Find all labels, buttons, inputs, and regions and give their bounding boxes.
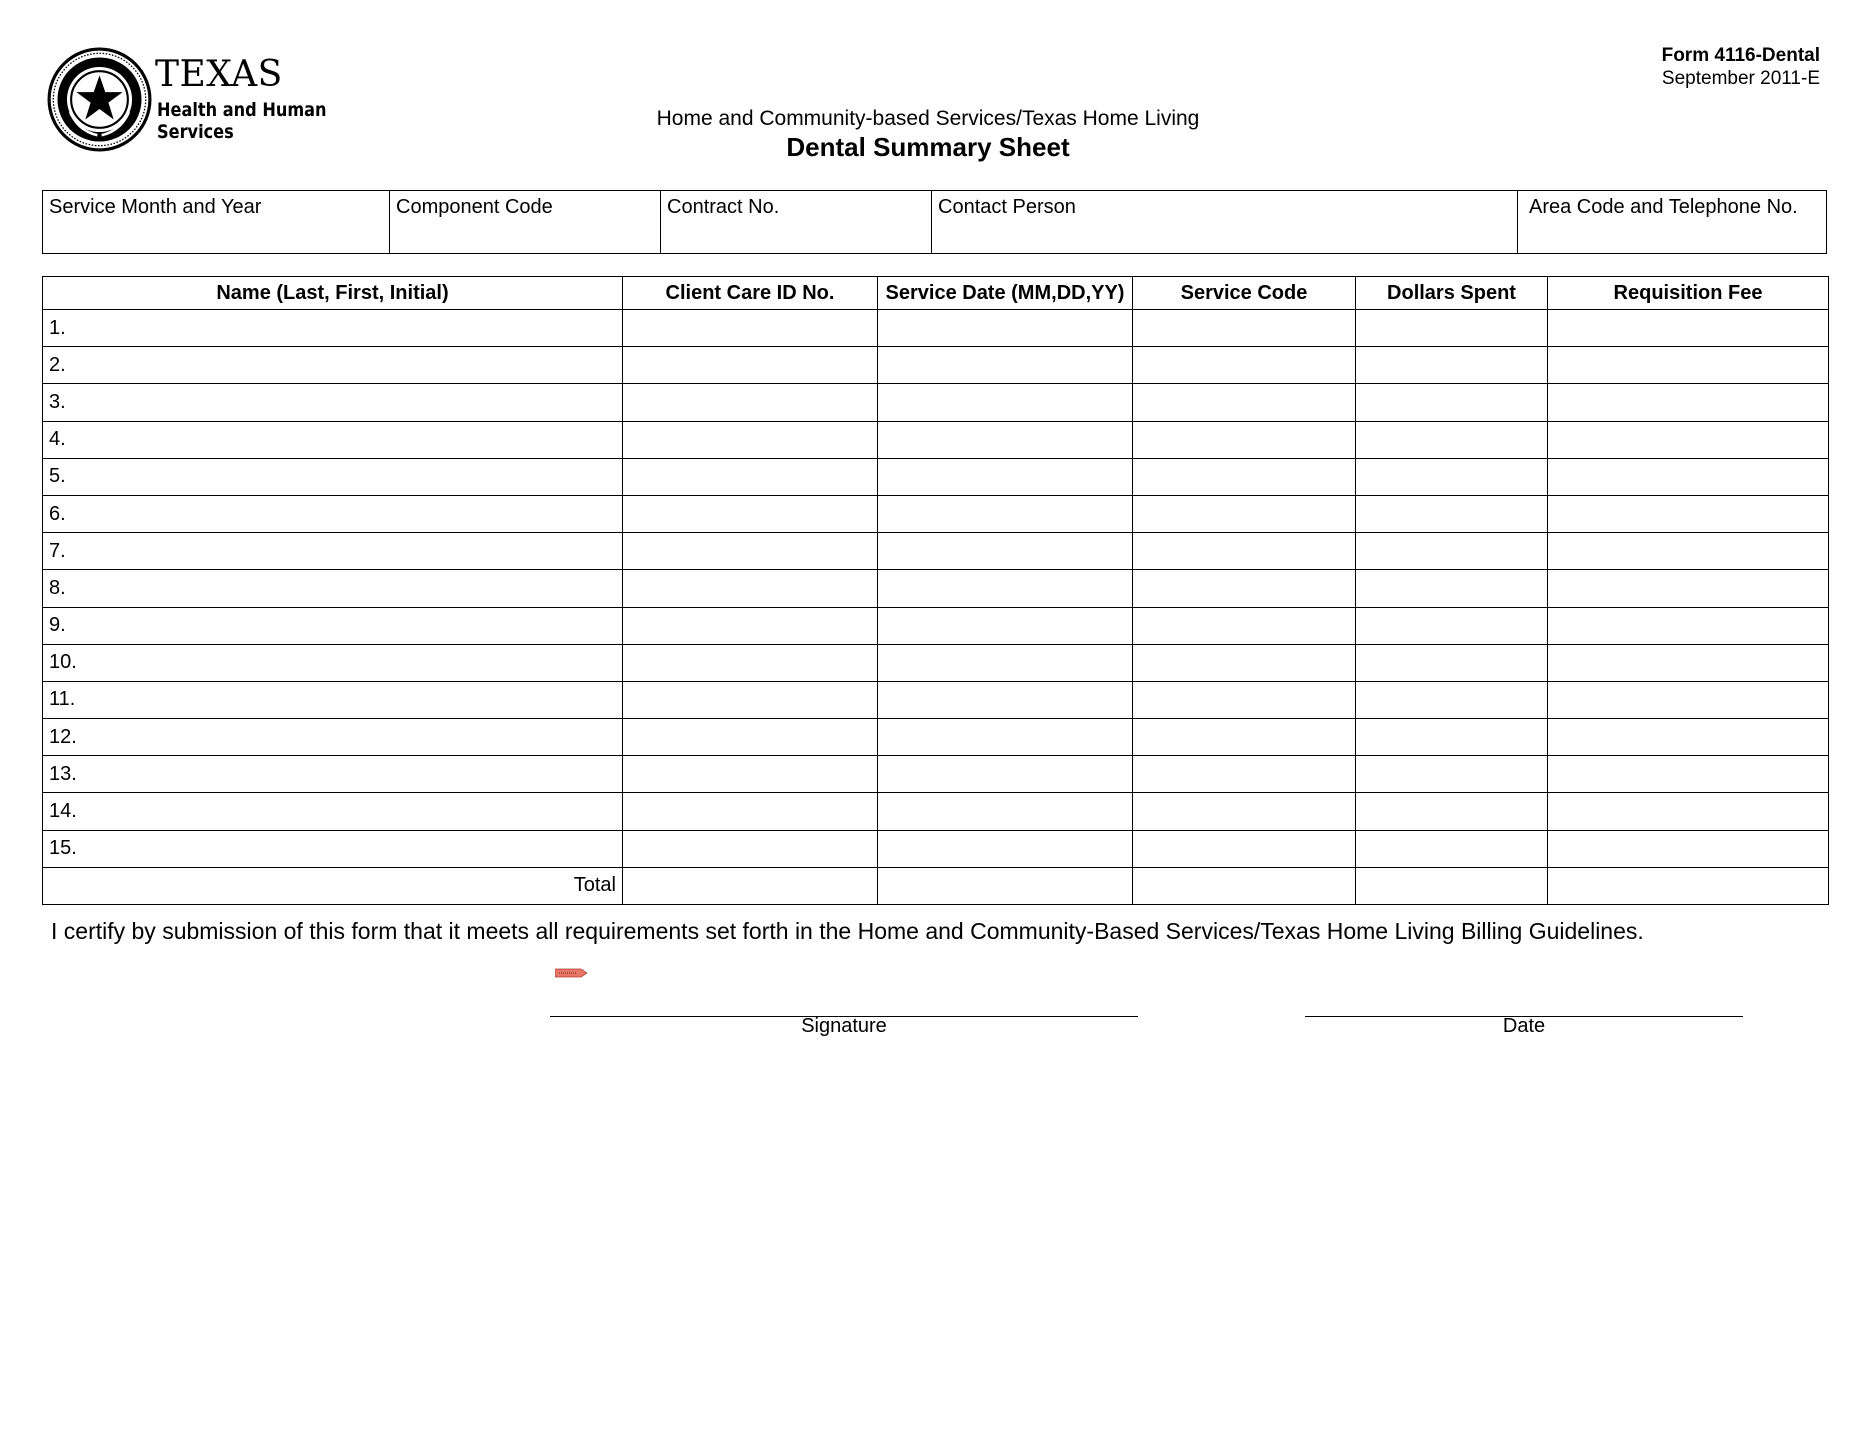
name-cell[interactable] [43,421,623,458]
telephone-field[interactable] [1518,191,1826,253]
requisition-fee-cell[interactable] [1548,347,1829,384]
table-row [43,644,1829,681]
service-date-cell[interactable] [878,607,1133,644]
name-cell[interactable] [43,830,623,867]
client-id-cell[interactable] [623,347,878,384]
row-number: 4. [49,428,66,451]
client-id-cell[interactable] [623,384,878,421]
signature-label: Signature [801,1015,887,1037]
field-label: Area Code and Telephone No. [1529,196,1798,218]
requisition-fee-cell[interactable] [1548,570,1829,607]
client-id-cell[interactable] [623,458,878,495]
service-date-cell[interactable] [878,793,1133,830]
total-dollars-spent-cell[interactable] [1356,867,1548,904]
dollars-spent-cell[interactable] [1356,458,1548,495]
field-label: Component Code [396,196,553,218]
name-cell[interactable] [43,533,623,570]
name-cell[interactable] [43,310,623,347]
row-number: 3. [49,390,66,413]
requisition-fee-cell[interactable] [1548,310,1829,347]
dollars-spent-cell[interactable] [1356,719,1548,756]
service-date-cell[interactable] [878,644,1133,681]
name-cell[interactable] [43,347,623,384]
row-number: 14. [49,800,77,823]
dollars-spent-cell[interactable] [1356,384,1548,421]
service-date-cell[interactable] [878,384,1133,421]
field-label: Contact Person [938,196,1076,218]
program-name: Home and Community-based Services/Texas Home Living [656,107,1200,130]
table-row [43,347,1829,384]
table-row [43,384,1829,421]
name-cell[interactable] [43,384,623,421]
column-header-service-code: Service Code [1133,277,1356,310]
name-cell[interactable] [43,793,623,830]
table-row [43,681,1829,718]
client-id-cell[interactable] [623,533,878,570]
name-cell[interactable] [43,570,623,607]
table-body [43,310,1829,905]
certification-statement: I certify by submission of this form that it meets all requirements set forth in the Home and Community-Based Services/Texas Home Living Billing Guidelines. [51,918,1644,944]
client-id-cell[interactable] [623,719,878,756]
header-info-fields [42,190,1827,254]
logo-wordmark: TEXAS [155,54,283,95]
field-label: Service Month and Year [49,196,262,218]
service-code-cell[interactable] [1133,458,1356,495]
service-date-cell[interactable] [878,533,1133,570]
service-code-cell[interactable] [1133,384,1356,421]
column-header-client-id: Client Care ID No. [623,277,878,310]
name-cell[interactable] [43,719,623,756]
table-row [43,719,1829,756]
requisition-fee-cell[interactable] [1548,681,1829,718]
requisition-fee-cell[interactable] [1548,644,1829,681]
client-id-cell[interactable] [623,830,878,867]
service-date-cell[interactable] [878,681,1133,718]
logo-subtitle-line2: Services [157,121,234,143]
row-number: 8. [49,576,66,599]
requisition-fee-cell[interactable] [1548,607,1829,644]
table-row [43,495,1829,532]
contact-person-field[interactable] [932,191,1518,253]
table-row [43,756,1829,793]
requisition-fee-cell[interactable] [1548,495,1829,532]
total-label: Total [43,867,623,904]
column-header-requisition-fee: Requisition Fee [1548,277,1829,310]
row-number: 10. [49,651,77,674]
service-date-cell[interactable] [878,458,1133,495]
service-date-cell[interactable] [878,495,1133,532]
form-number: Form 4116-Dental [1661,45,1820,66]
row-number: 12. [49,725,77,748]
row-number: 9. [49,614,66,637]
requisition-fee-cell[interactable] [1548,384,1829,421]
row-number: 6. [49,502,66,525]
service-code-cell[interactable] [1133,793,1356,830]
dollars-spent-cell[interactable] [1356,421,1548,458]
client-id-cell[interactable] [623,421,878,458]
row-number: 13. [49,762,77,785]
client-id-cell[interactable] [623,495,878,532]
service-code-cell[interactable] [1133,533,1356,570]
table-row [43,310,1829,347]
dollars-spent-cell[interactable] [1356,793,1548,830]
service-code-cell[interactable] [1133,347,1356,384]
service-date-cell[interactable] [878,719,1133,756]
total-client-id-cell[interactable] [623,867,878,904]
service-code-cell[interactable] [1133,756,1356,793]
service-date-cell[interactable] [878,421,1133,458]
service-code-cell[interactable] [1133,310,1356,347]
requisition-fee-cell[interactable] [1548,719,1829,756]
table-header-row [43,277,1829,310]
table-row [43,533,1829,570]
component-code-field[interactable] [390,191,661,253]
requisition-fee-cell[interactable] [1548,421,1829,458]
column-header-name: Name (Last, First, Initial) [43,277,623,310]
sign-here-marker-icon [555,968,587,978]
dollars-spent-cell[interactable] [1356,644,1548,681]
dollars-spent-cell[interactable] [1356,681,1548,718]
name-cell[interactable] [43,458,623,495]
service-date-cell[interactable] [878,347,1133,384]
service-code-cell[interactable] [1133,644,1356,681]
service-date-cell[interactable] [878,310,1133,347]
total-row [43,867,1829,904]
column-header-service-date: Service Date (MM,DD,YY) [878,277,1133,310]
dollars-spent-cell[interactable] [1356,830,1548,867]
form-identifier [1662,44,1820,90]
page-heading [0,106,1864,162]
dollars-spent-cell[interactable] [1356,495,1548,532]
service-month-year-field[interactable] [43,191,390,253]
name-cell[interactable] [43,495,623,532]
page-title: Dental Summary Sheet [786,132,1070,162]
requisition-fee-cell[interactable] [1548,458,1829,495]
table-row [43,421,1829,458]
client-id-cell[interactable] [623,681,878,718]
dollars-spent-cell[interactable] [1356,347,1548,384]
dollars-spent-cell[interactable] [1356,570,1548,607]
client-id-cell[interactable] [623,644,878,681]
table-row [43,607,1829,644]
row-number: 11. [49,688,76,711]
service-code-cell[interactable] [1133,495,1356,532]
requisition-fee-cell[interactable] [1548,830,1829,867]
service-date-cell[interactable] [878,570,1133,607]
table-row [43,458,1829,495]
client-id-cell[interactable] [623,756,878,793]
requisition-fee-cell[interactable] [1548,793,1829,830]
name-cell[interactable] [43,681,623,718]
date-label: Date [1502,1015,1546,1037]
row-number: 1. [49,316,66,339]
service-date-cell[interactable] [878,830,1133,867]
client-id-cell[interactable] [623,607,878,644]
row-number: 15. [49,837,77,860]
form-revision-date: September 2011-E [1661,68,1820,89]
dollars-spent-cell[interactable] [1356,607,1548,644]
row-number: 5. [49,465,66,488]
column-header-dollars-spent: Dollars Spent [1356,277,1548,310]
dental-summary-table [42,276,1829,905]
total-service-code-cell[interactable] [1133,867,1356,904]
dollars-spent-cell[interactable] [1356,310,1548,347]
row-number: 2. [49,353,66,376]
client-id-cell[interactable] [623,793,878,830]
logo-subtitle-line1: Health and Human [157,99,327,121]
requisition-fee-cell[interactable] [1548,533,1829,570]
name-cell[interactable] [43,756,623,793]
total-service-date-cell[interactable] [878,867,1133,904]
service-code-cell[interactable] [1133,421,1356,458]
field-label: Contract No. [667,196,780,218]
requisition-fee-cell[interactable] [1548,756,1829,793]
service-code-cell[interactable] [1133,719,1356,756]
table-row [43,830,1829,867]
table-row [43,570,1829,607]
service-code-cell[interactable] [1133,570,1356,607]
table-row [43,793,1829,830]
service-code-cell[interactable] [1133,681,1356,718]
client-id-cell[interactable] [623,310,878,347]
row-number: 7. [49,539,66,562]
service-code-cell[interactable] [1133,830,1356,867]
service-date-cell[interactable] [878,756,1133,793]
name-cell[interactable] [43,644,623,681]
contract-number-field[interactable] [661,191,932,253]
dollars-spent-cell[interactable] [1356,533,1548,570]
service-code-cell[interactable] [1133,607,1356,644]
client-id-cell[interactable] [623,570,878,607]
total-requisition-fee-cell[interactable] [1548,867,1829,904]
name-cell[interactable] [43,607,623,644]
dollars-spent-cell[interactable] [1356,756,1548,793]
